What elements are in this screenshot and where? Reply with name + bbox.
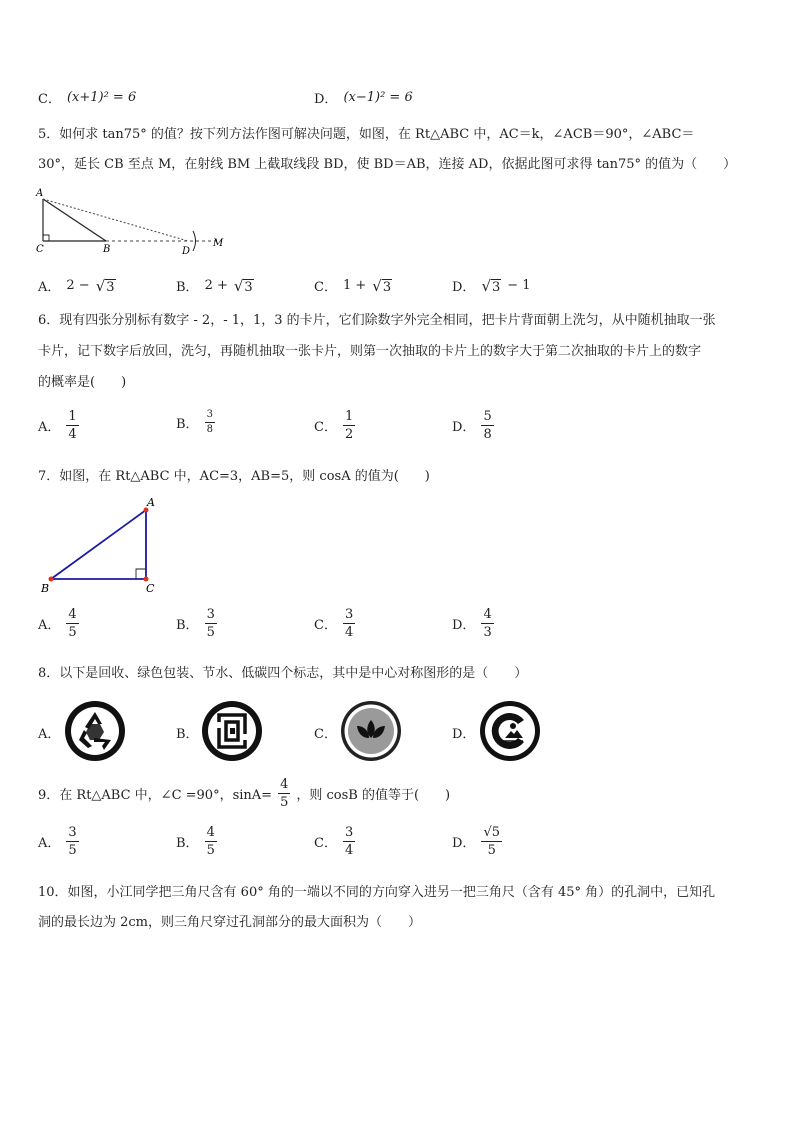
arc-mark [193,231,196,251]
sqrt-expression: √ 3 [372,276,392,295]
q7-option-d[interactable] [452,608,494,639]
numerator: 3 [344,825,354,840]
option-letter: D． [314,92,338,107]
sqrt-expression: √ 3 [233,276,253,295]
option-letter: A． [38,420,61,435]
q5-stem-line-1: 5．如何求 tan75° 的值？按下列方法作图可解决问题，如图，在 Rt△ABC 中，AC＝k，∠ACB＝90°，∠ABC＝ [38,127,695,142]
fraction [343,608,355,639]
numerator: 5 [483,409,492,424]
option-letter: C． [314,727,337,742]
q4-option-c[interactable] [38,88,136,107]
point-b [49,577,54,582]
q5-stem-line-2: 30°，延长 CB 至点 M，在射线 BM 上截取线段 BD，使 BD＝AB，连接 AD，依据此图可求得 tan75° 的值为（ ） [38,157,737,172]
fraction [205,410,215,435]
option-letter: D． [452,618,476,633]
denominator: 8 [206,424,213,435]
label-b: B [103,244,111,255]
option-letter: D． [452,836,476,851]
option-letter: C． [314,280,337,295]
q5-option-c[interactable] [314,276,392,295]
q7-stem: 7．如图，在 Rt△ABC 中，AC=3，AB=5，则 cosA 的值为( ) [38,469,430,484]
right-angle-mark [43,235,49,241]
option-pre: 1 + [342,278,367,293]
option-letter: C． [38,92,61,107]
segment-ad [43,199,188,241]
q6-stem-line-3: 的概率是( ) [38,375,127,390]
q4-option-d[interactable] [314,88,413,107]
q9-option-d[interactable] [452,826,502,857]
option-letter: B． [176,618,199,633]
option-pre: 2 + [204,278,228,293]
fraction [481,826,502,857]
q8-stem: 8．以下是回收、绿色包装、节水、低碳四个标志，其中是中心对称图形的是（ ） [38,666,528,681]
sqrt-expression: √ 3 [481,276,501,295]
segment-ab [51,510,146,579]
fraction [481,410,493,441]
numerator: 4 [280,777,289,792]
point-c [144,577,149,582]
q9-stem-pre: 9．在 Rt△ABC 中，∠C =90°，sinA= [38,788,273,803]
numerator: 3 [205,410,215,423]
q6-option-c[interactable] [314,410,355,441]
option-letter: C． [314,420,337,435]
q7-figure [38,494,163,598]
fraction [278,778,290,809]
q6-option-b[interactable] [176,410,215,435]
option-letter: A． [38,836,61,851]
numerator: 4 [483,607,492,622]
q7-option-c[interactable] [314,608,355,639]
numerator: 4 [206,825,215,840]
numerator: 3 [344,607,354,622]
q6-option-d[interactable] [452,410,494,441]
water-saving-logo[interactable] [340,700,402,762]
label-b: B [41,582,50,595]
q7-option-b[interactable] [176,608,217,639]
label-c: C [146,582,155,595]
denominator: 5 [206,843,215,858]
green-package-logo[interactable] [201,700,263,762]
q10-stem-line-1: 10．如图，小江同学把三角尺含有 60° 角的一端以不同的方向穿入进另一把三角尺（含有 45° 角）的孔洞中，已知孔 [38,885,716,900]
numerator: 1 [344,409,354,424]
denominator: 2 [344,427,354,442]
denominator: 8 [483,427,492,442]
option-letter: A． [38,727,61,742]
fraction [66,410,78,441]
q6-stem-line-1: 6．现有四张分别标有数字 - 2，- 1，1，3 的卡片，它们除数字外完全相同，把卡片背面朝上洗匀，从中随机抽取一张 [38,313,716,328]
fraction [205,608,217,639]
fraction [343,826,355,857]
label-c: C [36,244,44,255]
q9-stem [38,778,450,809]
radicand: 3 [382,279,392,295]
sqrt-expression: √ 3 [95,276,115,295]
numerator: √5 [483,825,500,840]
q9-option-a[interactable] [38,826,79,857]
option-post: − 1 [507,278,531,293]
fraction [66,608,78,639]
recycle-logo[interactable] [64,700,126,762]
q9-option-c[interactable] [314,826,355,857]
label-d: D [182,246,191,257]
option-letter: D． [452,727,476,742]
segment-ab [43,199,106,241]
option-expression: (x+1)² = 6 [66,90,137,105]
low-carbon-logo[interactable] [479,700,541,762]
denominator: 5 [206,625,215,640]
radicand: 3 [106,279,115,295]
radicand: 3 [244,279,253,295]
option-letter: D． [452,280,476,295]
label-m: M [213,238,224,249]
option-expression: (x−1)² = 6 [343,90,413,105]
option-letter: C． [314,618,337,633]
option-letter: D． [452,420,476,435]
option-letter: B． [176,727,199,742]
denominator: 4 [344,625,354,640]
q5-option-a[interactable] [38,276,116,295]
q5-figure [33,186,228,258]
option-letter: A． [38,280,61,295]
q6-stem-line-2: 卡片，记下数字后放回，洗匀，再随机抽取一张卡片，则第一次抽取的卡片上的数字大于第二次抽取的卡片上的数字 [38,344,702,359]
radicand: 3 [492,279,501,295]
label-a: A [36,188,44,199]
denominator: 4 [68,427,77,442]
option-letter: A． [38,618,61,633]
numerator: 3 [206,607,215,622]
option-pre: 2 − [66,278,90,293]
label-a: A [147,496,155,509]
fraction [66,826,78,857]
q7-option-a[interactable] [38,608,79,639]
option-letter: B． [176,417,199,432]
option-letter: B． [176,836,199,851]
denominator: 5 [68,843,77,858]
denominator: 4 [344,843,354,858]
option-letter: B． [176,280,199,295]
numerator: 3 [68,825,77,840]
q5-option-b[interactable] [176,276,254,295]
denominator: 5 [487,843,496,858]
q9-stem-post: ，则 cosB 的值等于( ) [296,788,451,803]
option-letter: C． [314,836,337,851]
fraction [205,826,217,857]
q6-option-a[interactable] [38,410,79,441]
denominator: 5 [68,625,77,640]
denominator: 5 [280,795,289,810]
q10-stem-line-2: 洞的最长边为 2cm，则三角尺穿过孔洞部分的最大面积为（ ） [38,915,422,930]
q5-option-d[interactable] [452,276,531,295]
numerator: 4 [68,607,77,622]
denominator: 3 [483,625,492,640]
numerator: 1 [68,409,77,424]
fraction [481,608,493,639]
fraction [343,410,355,441]
q9-option-b[interactable] [176,826,217,857]
